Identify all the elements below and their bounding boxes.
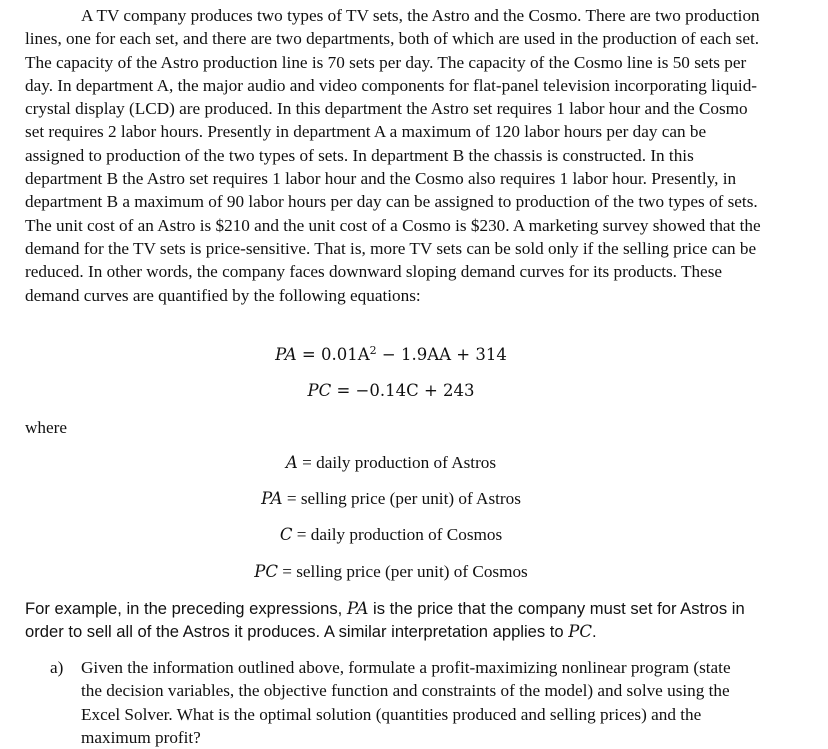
definition-symbol: PA <box>261 489 283 508</box>
definition-symbol: C <box>279 525 293 544</box>
equation-price-astro <box>0 344 805 366</box>
definition-symbol: PC <box>254 562 278 581</box>
eq2-rest: −0.14C + 243 <box>355 381 475 400</box>
eq1-rest: − 1.9AA + 314 <box>376 345 507 364</box>
definition-pc <box>0 561 805 583</box>
equation-price-cosmo <box>0 380 805 402</box>
definition-text: = selling price (per unit) of Cosmos <box>277 562 528 581</box>
eq1-term-a: 0.01A <box>320 345 370 364</box>
example-text-1: For example, in the preceding expressions, <box>25 599 347 618</box>
definition-text: = daily production of Cosmos <box>292 525 503 544</box>
example-symbol-pc: PC <box>568 622 592 642</box>
definition-pa <box>0 488 805 510</box>
eq1-lhs: PA <box>275 345 297 364</box>
example-paragraph <box>25 597 785 644</box>
definition-text: = selling price (per unit) of Astros <box>282 489 521 508</box>
eq1-equals: = <box>296 345 321 364</box>
definition-symbol: A <box>285 453 298 472</box>
example-symbol-pa: PA <box>346 599 369 618</box>
definition-c <box>0 524 805 546</box>
question-text: Given the information outlined above, formulate a profit-maximizing nonlinear program (state the decision variables, the objective function and constraints of the model) and solve using the Excel Solver. What is the optimal solution (quantities produced and selling prices) and the maximum profit? <box>81 658 731 747</box>
question-a <box>50 656 750 749</box>
intro-paragraph: A TV company produces two types of TV sets, the Astro and the Cosmo. There are two production lines, one for each set, and there are two departments, both of which are used in the production of each set. The capacity of the Astro production line is 70 sets per day. The capacity of the Cosmo line is 50 sets per day. In department A, the major audio and video components for flat-panel television incorporating liquid-crystal display (LCD) are produced. In this department the Astro set requires 1 labor hour and the Cosmo set requires 2 labor hours. Presently in department A a maximum of 120 labor hours per day can be assigned to production of the two types of sets. In department B the chassis is constructed. In this department B the Astro set requires 1 labor hour and the Cosmo also requires 1 labor hour. Presently, in department B a maximum of 90 labor hours per day can be assigned to production of the two types of sets. The unit cost of an Astro is $210 and the unit cost of a Cosmo is $230. A marketing survey showed that the demand for the TV sets is price-sensitive. That is, more TV sets can be sold only if the selling price can be reduced. In other words, the company faces downward sloping demand curves for its products. These demand curves are quantified by the following equations: <box>25 6 761 305</box>
eq2-equals: = <box>331 381 356 400</box>
eq2-lhs: PC <box>307 381 332 400</box>
definition-a <box>0 452 805 474</box>
where-label: where <box>25 418 67 437</box>
definition-text: = daily production of Astros <box>297 453 497 472</box>
eq1-exponent: 2 <box>369 344 377 357</box>
question-marker: a) <box>50 658 64 677</box>
example-text-2: is the price that the company must set for Astros in order to sell all of the Astros it produces. A similar interpretation applies to <box>25 599 745 642</box>
example-text-3: . <box>592 622 597 642</box>
